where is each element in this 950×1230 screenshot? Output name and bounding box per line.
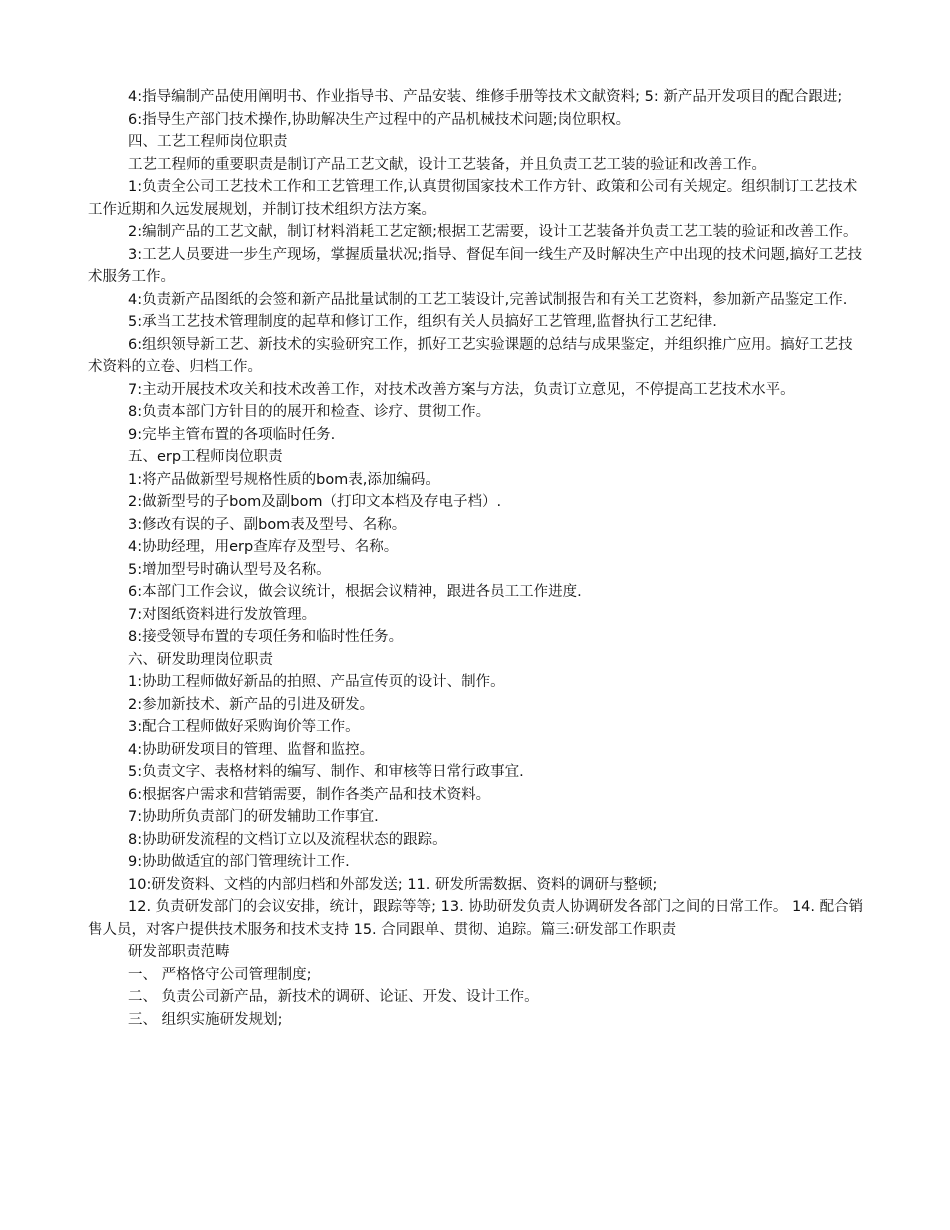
list-item: 8:协助研发流程的文档订立以及流程状态的跟踪。: [128, 831, 447, 848]
paragraph: 1:负责全公司工艺技术工作和工艺管理工作,认真贯彻国家技术工作方针、政策和公司有关规定。组织制订工艺技术工作近期和久远发展规划，并制订技术组织方法方案。: [88, 179, 858, 218]
section-heading: 研发部职责范畴: [128, 944, 230, 960]
section-heading: 五、erp工程师岗位职责: [128, 449, 283, 465]
list-item: 3:修改有误的子、副bom表及型号、名称。: [128, 516, 407, 533]
list-item: 5:负责文字、表格材料的编写、制作、和审核等日常行政事宜.: [128, 764, 524, 780]
list-item: 二、 负责公司新产品，新技术的调研、论证、开发、设计工作。: [128, 989, 539, 1005]
list-item: 2:参加新技术、新产品的引进及研发。: [128, 696, 375, 713]
list-item: 6:本部门工作会议，做会议统计，根据会议精神，跟进各员工工作进度.: [128, 584, 582, 600]
list-item: 6:根据客户需求和营销需要，制作各类产品和技术资料。: [128, 786, 491, 803]
list-item: 三、 组织实施研发规划;: [128, 1011, 283, 1028]
list-item: 5:增加型号时确认型号及名称。: [128, 561, 331, 578]
paragraph: 2:编制产品的工艺文献，制订材料消耗工艺定额;根据工艺需要，设计工艺装备并负责工艺工装的验证和改善工作。: [128, 224, 858, 240]
list-item: 8:接受领导布置的专项任务和临时性任务。: [128, 629, 404, 645]
paragraph: 5:承当工艺技术管理制度的起草和修订工作，组织有关人员搞好工艺管理,监督执行工艺纪律.: [128, 314, 717, 330]
paragraph: 4:指导编制产品使用阐明书、作业指导书、产品安装、维修手册等技术文献资料; 5: 新产品开发项目的配合跟进;: [128, 89, 843, 105]
list-item: 7:对图纸资料进行发放管理。: [128, 606, 317, 623]
paragraph: 6:指导生产部门技术操作,协助解决生产过程中的产品机械技术问题;岗位职权。: [128, 111, 631, 128]
list-item: 4:协助经理，用erp查库存及型号、名称。: [128, 539, 399, 555]
list-item: 9:协助做适宜的部门管理统计工作.: [128, 854, 350, 870]
list-item: 2:做新型号的子bom及副bom（打印文本档及存电子档）.: [128, 494, 502, 510]
paragraph: 4:负责新产品图纸的会签和新产品批量试制的工艺工装设计,完善试制报告和有关工艺资料，参加新产品鉴定工作.: [128, 291, 848, 308]
list-item: 7:协助所负责部门的研发辅助工作事宜.: [128, 809, 379, 825]
section-heading: 六、研发助理岗位职责: [128, 651, 273, 668]
paragraph: 9:完毕主管布置的各项临时任务.: [128, 426, 336, 443]
paragraph: 7:主动开展技术攻关和技术改善工作，对技术改善方案与方法，负责订立意见，不停提高工艺技术水平。: [128, 381, 795, 398]
list-item: 10:研发资料、文档的内部归档和外部发送; 11. 研发所需数据、资料的调研与整顿;: [128, 876, 658, 893]
list-item: 12. 负责研发部门的会议安排，统计，跟踪等等; 13. 协助研发负责人协调研发各部门之间的日常工作。 14. 配合销售人员，对客户提供技术服务和技术支持 15. 合同跟单、贯彻、追踪。篇三:研发部工作职责: [88, 899, 864, 938]
list-item: 4:协助研发项目的管理、监督和监控。: [128, 741, 375, 758]
paragraph: 工艺工程师的重要职责是制订产品工艺文献，设计工艺装备，并且负责工艺工装的验证和改善工作。: [128, 156, 766, 173]
paragraph: 3:工艺人员要进一步生产现场，掌握质量状况;指导、督促车间一线生产及时解决生产中出现的技术问题,搞好工艺技术服务工作。: [88, 246, 863, 285]
document-body: [88, 86, 866, 1031]
list-item: 1:协助工程师做好新品的拍照、产品宣传页的设计、制作。: [128, 674, 505, 690]
paragraph: 6:组织领导新工艺、新技术的实验研究工作，抓好工艺实验课题的总结与成果鉴定，并组织推广应用。搞好工艺技术资料的立卷、归档工作。: [88, 336, 853, 375]
paragraph: 8:负责本部门方针目的的展开和检查、诊疗、贯彻工作。: [128, 404, 491, 420]
list-item: 一、 严格恪守公司管理制度;: [128, 966, 312, 983]
list-item: 3:配合工程师做好采购询价等工作。: [128, 719, 360, 735]
section-heading: 四、工艺工程师岗位职责: [128, 134, 288, 150]
list-item: 1:将产品做新型号规格性质的bom表,添加编码。: [128, 471, 440, 488]
